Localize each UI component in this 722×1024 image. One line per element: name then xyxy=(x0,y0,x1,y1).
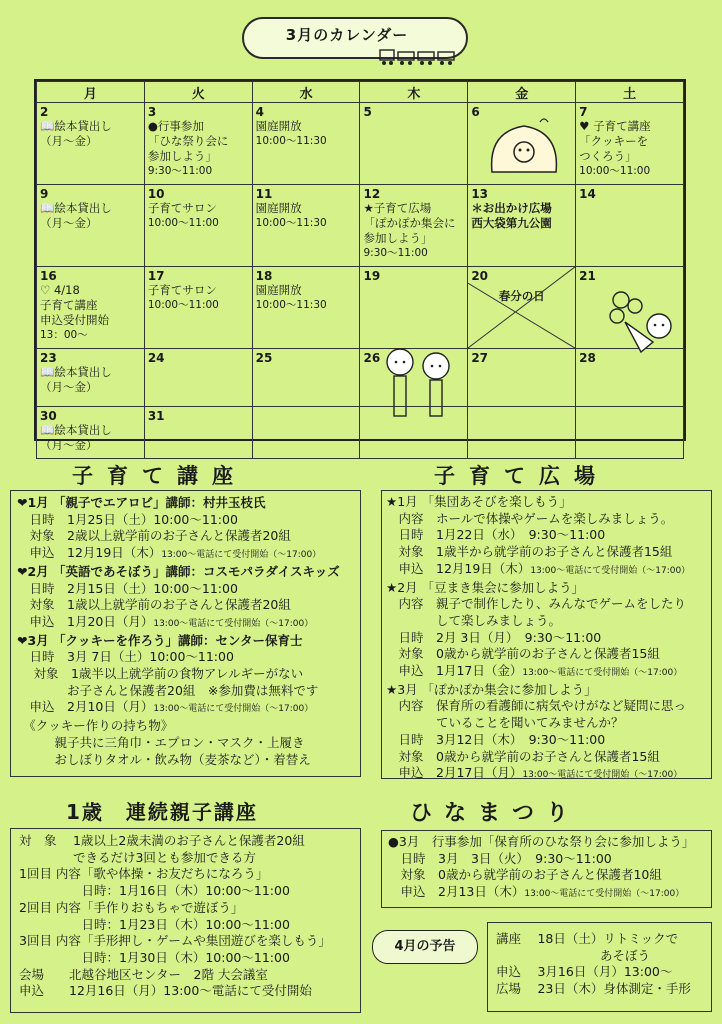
info-line xyxy=(386,544,709,561)
info-text: ★3月 「ぽかぽか集会に参加しよう」 xyxy=(386,681,597,697)
day-number: 31 xyxy=(147,409,165,423)
calendar-day xyxy=(360,267,468,349)
info-text: ていることを聞いてみませんか？ xyxy=(386,715,624,731)
calendar-day xyxy=(37,407,145,459)
april-badge: 4月の予告 xyxy=(372,930,478,964)
weekday-header: 木 xyxy=(360,82,468,103)
info-text: 日時 2月15日（土）10:00～11:00 xyxy=(17,580,238,596)
day-event-line: 10:00～11:30 xyxy=(255,135,327,147)
kouza-box xyxy=(10,490,361,777)
day-number: 13 xyxy=(471,187,489,201)
info-text: 《クッキー作りの持ち物》 xyxy=(17,718,174,734)
info-text: 申込 2月17日（月） xyxy=(386,765,523,781)
info-text: 対象 2歳以上就学前のお子さんと保護者20組 xyxy=(17,528,291,544)
info-text: ★2月 「豆まき集会に参加しよう」 xyxy=(386,579,585,595)
info-text: ★1月 「集団あそびを楽しもう」 xyxy=(386,494,572,509)
info-line xyxy=(17,564,356,581)
day-number: 10 xyxy=(147,187,165,201)
day-number: 24 xyxy=(147,351,165,365)
day-number: 2 xyxy=(40,105,49,119)
calendar-day xyxy=(144,103,252,185)
day-event-line: 10:00～11:00 xyxy=(579,165,651,177)
calendar-day xyxy=(144,185,252,267)
day-event-line: つくろう」 xyxy=(579,149,637,163)
info-text: 会場 北越谷地区センター 2階 大会議室 xyxy=(19,966,268,982)
info-text: 日時 3月 7日（土）10:00～11:00 xyxy=(17,649,234,665)
info-line xyxy=(17,752,356,769)
day-event-line: 春分の日 xyxy=(498,289,545,303)
info-text: 対象 0歳から就学前のお子さんと保護者15組 xyxy=(386,646,660,662)
kouza-heading: 子育て講座 xyxy=(72,464,247,488)
info-line xyxy=(386,682,709,699)
day-event-line: 📖絵本貸出し xyxy=(40,119,112,133)
info-text: ❤3月 「クッキーを作ろう」講師：センター保育士 xyxy=(17,632,303,648)
day-event-line: 10:00～11:30 xyxy=(255,217,327,229)
day-event-line: 「ひな祭り会に xyxy=(147,134,229,148)
info-text: 申込 12月19日（木） xyxy=(386,560,531,576)
info-line xyxy=(388,834,709,851)
info-text: ●3月 行事参加「保育所のひな祭り会に参加しよう」 xyxy=(388,834,695,849)
info-line xyxy=(17,495,356,512)
day-number: 16 xyxy=(40,269,57,283)
day-event-line: 申込受付開始 xyxy=(40,313,109,327)
day-event-line: 子育て講座 xyxy=(40,298,98,312)
info-text: 講座 18日（土）リトミックで xyxy=(496,931,679,946)
calendar-day xyxy=(576,103,684,185)
info-text: 1回目 内容「歌や体操・お友だちになろう」 xyxy=(19,866,269,882)
calendar-day xyxy=(37,185,145,267)
info-text: 対象 0歳から就学前のお子さんと保護者15組 xyxy=(386,748,660,764)
info-line xyxy=(17,545,356,564)
info-note: 13:00～電話にて受付開始（～17:00） xyxy=(522,770,683,781)
calendar-week xyxy=(37,407,684,459)
day-number: 3 xyxy=(147,105,157,119)
day-event-line: 9:30～11:00 xyxy=(363,247,428,259)
info-line xyxy=(386,732,709,749)
calendar-day xyxy=(252,267,360,349)
info-text: 内容 保育所の看護師に病気やけがなど疑問に思っ xyxy=(386,698,687,714)
info-text: 日時：1月16日（木）10:00～11:00 xyxy=(19,883,290,899)
info-line xyxy=(388,851,709,868)
info-text: 日時 3月12日（木） 9:30～11:00 xyxy=(386,731,606,747)
day-number: 12 xyxy=(363,187,381,201)
info-line xyxy=(388,867,709,884)
calendar-day xyxy=(144,267,252,349)
info-note: 13:00～電話にて受付開始（～17:00） xyxy=(522,668,683,679)
day-event-line: 📖絵本貸出し xyxy=(40,201,112,215)
day-event-line: （月～金） xyxy=(40,134,98,148)
info-line xyxy=(19,967,356,984)
info-line xyxy=(17,581,356,598)
info-text: 申込 1月17日（金） xyxy=(386,663,523,679)
day-event-line: 子育てサロン xyxy=(147,201,217,215)
calendar xyxy=(34,79,686,452)
calendar-day xyxy=(252,407,360,459)
day-event-line: 子育てサロン xyxy=(147,283,217,297)
info-line xyxy=(386,630,709,647)
info-text: 日時：1月23日（木）10:00～11:00 xyxy=(19,916,290,932)
day-number: 18 xyxy=(255,269,273,283)
info-text: 対象 1歳半以上就学前の食物アレルギーがない xyxy=(17,666,304,682)
info-text: 親子共に三角巾・エプロン・マスク・上履き xyxy=(17,734,305,750)
calendar-day xyxy=(252,103,360,185)
info-text: 日時 3月 3日（火） 9:30～11:00 xyxy=(388,850,612,866)
info-text: 日時 1月25日（土）10:00～11:00 xyxy=(17,511,238,527)
info-note: 13:00～電話にて受付開始（～17:00） xyxy=(161,550,322,561)
day-event-line: ★子育て広場 xyxy=(363,201,432,215)
calendar-table xyxy=(36,81,684,459)
calendar-day xyxy=(468,407,576,459)
day-event-line: ●行事参加 xyxy=(147,119,204,133)
info-text: 広場 23日（木）身体測定・手形 xyxy=(496,981,691,997)
day-event-line: 9:30～11:00 xyxy=(147,165,213,177)
info-text: 対 象 1歳以上2歳未満のお子さんと保護者20組 xyxy=(19,833,305,848)
day-event-line: （月～金） xyxy=(40,216,98,230)
info-line xyxy=(19,917,356,934)
day-event-line: ＊お出かけ広場 xyxy=(471,201,552,215)
day-event-line: 📖絵本貸出し xyxy=(40,423,112,437)
info-line xyxy=(19,900,356,917)
day-number: 5 xyxy=(363,105,372,119)
info-line xyxy=(386,596,709,613)
day-event-line: 10:00～11:30 xyxy=(255,299,327,311)
info-line xyxy=(496,931,709,948)
day-event-line: （月～金） xyxy=(40,438,98,452)
weekday-header: 土 xyxy=(576,82,684,103)
info-text: 日時 2月 3日（月） 9:30～11:00 xyxy=(386,629,602,645)
info-note: 13:00～電話にて受付開始（～17:00） xyxy=(153,704,314,715)
info-line xyxy=(386,494,709,511)
day-event-line: 10:00～11:00 xyxy=(147,299,219,311)
info-line xyxy=(17,528,356,545)
day-number: 14 xyxy=(579,187,596,201)
calendar-week xyxy=(37,185,684,267)
info-text: おしぼりタオル・飲み物（麦茶など）・着替え xyxy=(17,751,311,767)
weekday-header: 火 xyxy=(144,82,252,103)
info-text: あそぼう xyxy=(496,947,650,963)
calendar-day xyxy=(144,349,252,407)
info-text: 内容 ホールで体操やゲームを楽しみましょう。 xyxy=(386,510,674,526)
day-event-line: 園庭開放 xyxy=(255,119,302,133)
day-number: 6 xyxy=(471,105,480,119)
info-text: ❤2月 「英語であそぼう」講師：コスモパラダイスキッズ xyxy=(17,563,340,579)
calendar-day xyxy=(468,349,576,407)
holiday-strike-lines xyxy=(468,267,575,348)
info-text: 3回目 内容「手形押し・ゲームや集団遊びを楽しもう」 xyxy=(19,933,331,949)
info-text: 申込 12月19日（木） xyxy=(17,545,162,561)
info-line xyxy=(19,883,356,900)
info-line xyxy=(386,698,709,715)
calendar-title: 3月のカレンダー xyxy=(285,26,409,44)
info-line xyxy=(386,580,709,597)
info-line xyxy=(386,527,709,544)
day-number: 26 xyxy=(363,351,381,365)
day-event-line: 「クッキーを xyxy=(579,134,649,148)
calendar-day xyxy=(468,267,576,349)
bread-character-icon xyxy=(484,112,564,178)
info-line xyxy=(17,633,356,650)
info-text: 対象 1歳以上就学前のお子さんと保護者20組 xyxy=(17,597,291,613)
info-line xyxy=(19,983,356,1000)
info-line xyxy=(386,561,709,580)
calendar-day xyxy=(252,349,360,407)
calendar-day xyxy=(37,267,145,349)
info-text: 申込 2月13日（木） xyxy=(388,884,525,900)
day-event-line: ♥ 子育て講座 xyxy=(579,119,651,133)
info-text: 対象 1歳半から就学前のお子さんと保護者15組 xyxy=(386,544,673,560)
info-line xyxy=(17,718,356,735)
weekday-header: 月 xyxy=(37,82,145,103)
calendar-day xyxy=(468,185,576,267)
calendar-week xyxy=(37,349,684,407)
info-line xyxy=(386,511,709,528)
calendar-day xyxy=(576,185,684,267)
day-number: 21 xyxy=(579,269,596,283)
calendar-day xyxy=(37,349,145,407)
day-event-line: 西大袋第九公園 xyxy=(471,216,552,230)
hina-box xyxy=(381,830,712,908)
day-event-line: 📖絵本貸出し xyxy=(40,365,112,379)
info-line xyxy=(388,884,709,903)
info-note: 13:00～電話にて受付開始（～17:00） xyxy=(524,889,685,900)
calendar-day xyxy=(576,407,684,459)
info-line xyxy=(19,833,356,850)
info-text: 日時 1月22日（水） 9:30～11:00 xyxy=(386,527,606,543)
info-text: 申込 12月16日（月）13:00～電話にて受付開始 xyxy=(19,983,312,999)
info-text: お子さんと保護者20組 ※参加費は無料です xyxy=(17,682,319,698)
hina-heading: ひなまつり xyxy=(410,801,581,826)
info-text: 申込 1月20日（月） xyxy=(17,613,154,629)
info-text: 対象 0歳から就学前のお子さんと保護者10組 xyxy=(388,867,662,883)
day-event-line: 参加しよう」 xyxy=(147,149,217,163)
day-event-line: 10:00～11:00 xyxy=(147,217,219,229)
day-event-line: 13：00～ xyxy=(40,329,88,341)
info-line xyxy=(386,663,709,682)
day-event-line: 参加しよう」 xyxy=(363,231,433,245)
day-event-line: ♡ 4/18 xyxy=(40,283,80,297)
info-note: 13:00～電話にて受付開始（～17:00） xyxy=(153,618,314,629)
day-number: 20 xyxy=(471,269,489,283)
info-line xyxy=(386,646,709,663)
info-line xyxy=(17,614,356,633)
calendar-day xyxy=(37,103,145,185)
info-text: 申込 2月10日（月） xyxy=(17,699,154,715)
info-text: して楽しみましょう。 xyxy=(386,612,562,628)
calendar-week xyxy=(37,267,684,349)
day-event-line: 園庭開放 xyxy=(255,283,302,297)
info-text: 申込 3月16日（月）13:00～ xyxy=(496,964,673,980)
train-icon xyxy=(378,46,458,66)
info-line xyxy=(17,666,356,683)
day-number: 17 xyxy=(147,269,165,283)
info-line xyxy=(386,749,709,766)
info-line xyxy=(17,735,356,752)
oyako-heading: 1歳 連続親子講座 xyxy=(66,800,258,824)
info-line xyxy=(17,512,356,529)
info-text: 日時：1月30日（木）10:00～11:00 xyxy=(19,949,290,965)
calendar-day xyxy=(252,185,360,267)
info-line xyxy=(17,597,356,614)
day-number: 30 xyxy=(40,409,57,423)
april-box xyxy=(487,922,712,1012)
info-text: 内容 親子で制作したり、みんなでゲームをしたり xyxy=(386,596,687,612)
calendar-day xyxy=(360,185,468,267)
info-line xyxy=(19,950,356,967)
day-number: 19 xyxy=(363,269,381,283)
info-note: 13:00～電話にて受付開始（～17:00） xyxy=(530,565,691,576)
day-number: 11 xyxy=(255,187,273,201)
oyako-box xyxy=(10,828,361,1013)
info-line xyxy=(19,866,356,883)
calendar-week xyxy=(37,103,684,185)
info-line xyxy=(386,765,709,784)
day-event-line: 「ぽかぽか集会に xyxy=(363,216,456,230)
info-line xyxy=(17,683,356,700)
day-event-line: （月～金） xyxy=(40,380,98,394)
info-text: ❤1月 「親子でエアロビ」講師：村井玉枝氏 xyxy=(17,495,266,510)
day-number: 28 xyxy=(579,351,596,365)
info-line xyxy=(496,964,709,981)
day-number: 23 xyxy=(40,351,57,365)
hiroba-heading: 子育て広場 xyxy=(434,464,609,488)
day-number: 27 xyxy=(471,351,489,365)
info-line xyxy=(386,715,709,732)
day-number: 7 xyxy=(579,105,588,119)
hiroba-box xyxy=(381,490,712,779)
info-line xyxy=(19,933,356,950)
day-number: 4 xyxy=(255,105,265,119)
calendar-day xyxy=(144,407,252,459)
calendar-day xyxy=(360,103,468,185)
day-number: 9 xyxy=(40,187,49,201)
info-line xyxy=(496,948,709,965)
info-line xyxy=(17,699,356,718)
flower-bouquet-icon xyxy=(601,286,681,358)
day-event-line: 園庭開放 xyxy=(255,201,302,215)
info-line xyxy=(19,850,356,867)
info-text: 2回目 内容「手作りおもちゃで遊ぼう」 xyxy=(19,899,244,915)
day-number: 25 xyxy=(255,351,273,365)
children-characters-icon xyxy=(380,346,456,426)
info-line xyxy=(496,981,709,998)
weekday-header: 水 xyxy=(252,82,360,103)
info-text: できるだけ3回とも参加できる方 xyxy=(19,849,256,865)
info-line xyxy=(17,649,356,666)
info-line xyxy=(386,613,709,630)
weekday-header: 金 xyxy=(468,82,576,103)
